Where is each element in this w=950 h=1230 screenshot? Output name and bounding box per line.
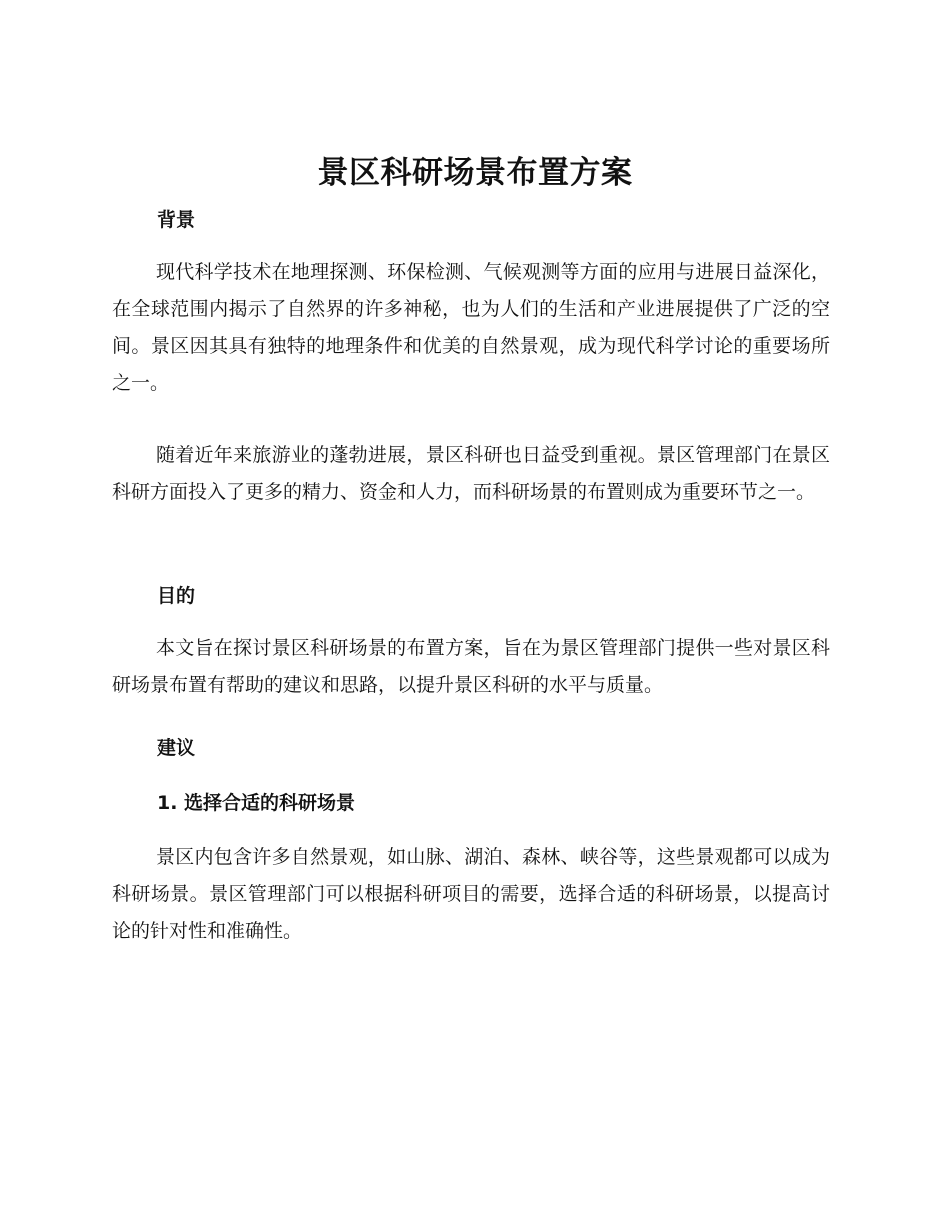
paragraph-background-2: 随着近年来旅游业的蓬勃进展，景区科研也日益受到重视。景区管理部门在景区科研方面投入了更多的精力、资金和人力，而科研场景的布置则成为重要环节之一。 (112, 444, 830, 503)
subsection-heading-choose-scene: 1. 选择合适的科研场景 (157, 792, 356, 814)
document-title: 景区科研场景布置方案 (317, 155, 633, 191)
paragraph-suggestions-1: 景区内包含许多自然景观，如山脉、湖泊、森林、峡谷等，这些景观都可以成为科研场景。景区管理部门可以根据科研项目的需要，选择合适的科研场景，以提高讨论的针对性和准确性。 (112, 846, 830, 942)
paragraph-background-1: 现代科学技术在地理探测、环保检测、气候观测等方面的应用与进展日益深化，在全球范围内揭示了自然界的许多神秘，也为人们的生活和产业进展提供了广泛的空间。景区因其具有独特的地理条件和优美的自然景观，成为现代科学讨论的重要场所之一。 (112, 261, 830, 394)
section-heading-purpose: 目的 (157, 585, 196, 607)
section-heading-background: 背景 (157, 209, 196, 231)
section-heading-suggestions: 建议 (157, 737, 196, 759)
paragraph-purpose-1: 本文旨在探讨景区科研场景的布置方案，旨在为景区管理部门提供一些对景区科研场景布置有帮助的建议和思路，以提升景区科研的水平与质量。 (112, 637, 830, 696)
